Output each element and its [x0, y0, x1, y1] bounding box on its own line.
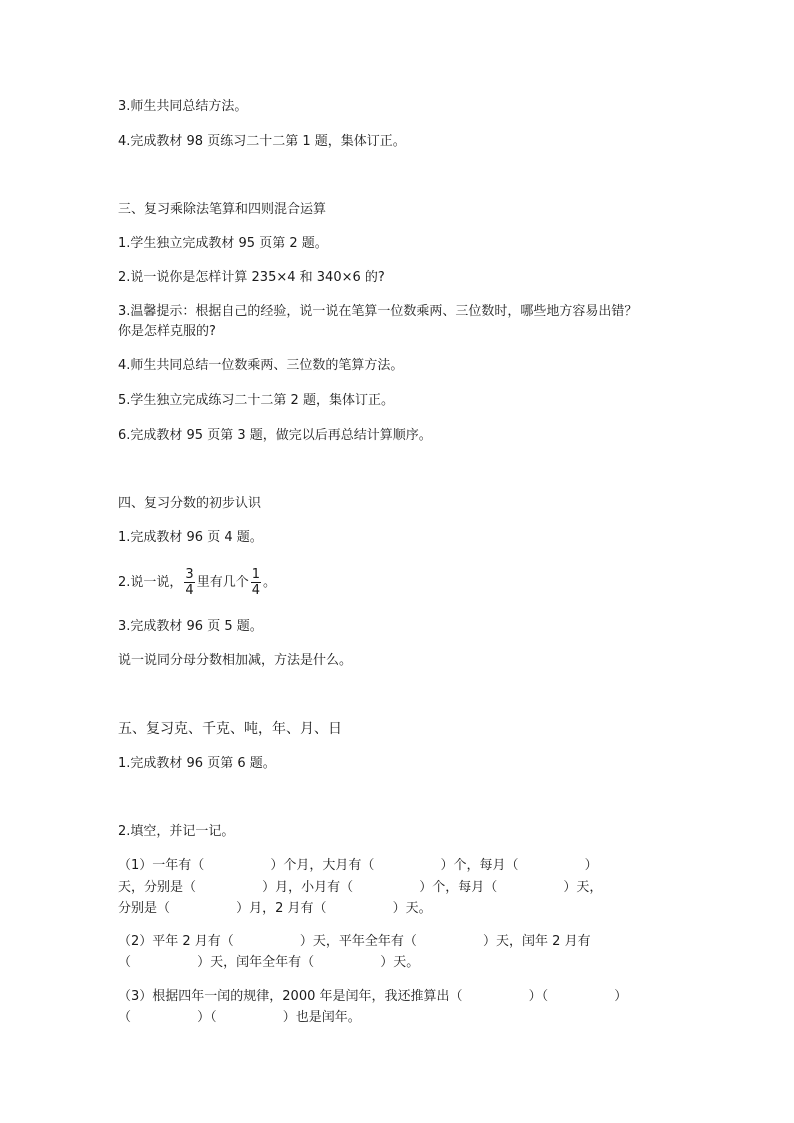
- s3-item-1: 1.学生独立完成教材 95 页第 2 题。: [118, 236, 328, 251]
- question-2-line-1: （2）平年 2 月有（ ）天，平年全年有（ ）天，闰年 2 月有: [118, 934, 591, 949]
- s3-item-5: 5.学生独立完成练习二十二第 2 题，集体订正。: [118, 393, 394, 408]
- s4-item-2-mid: 里有几个: [196, 575, 249, 590]
- question-3-line-2: （ ）（ ）也是闰年。: [118, 1010, 361, 1025]
- s5-item-2: 2.填空，并记一记。: [118, 824, 235, 839]
- section-5-heading: 五、复习克、千克、吨，年、月、日: [118, 721, 342, 737]
- section-3-heading: 三、复习乘除法笔算和四则混合运算: [118, 202, 327, 217]
- s5-item-1: 1.完成教材 96 页第 6 题。: [118, 756, 276, 771]
- s4-item-3: 3.完成教材 96 页 5 题。: [118, 619, 263, 634]
- fraction-2-denominator: 4: [251, 583, 260, 598]
- s4-item-1: 1.完成教材 96 页 4 题。: [118, 530, 263, 545]
- section-4-heading: 四、复习分数的初步认识: [118, 496, 262, 511]
- question-1-line-3: 分别是（ ）月，2 月有（ ）天。: [118, 901, 432, 916]
- question-1-line-1: （1）一年有（ ）个月，大月有（ ）个，每月（ ）: [118, 858, 598, 873]
- step-3-summary: 3.师生共同总结方法。: [118, 99, 248, 114]
- question-3-line-1: （3）根据四年一闰的规律，2000 年是闰年，我还推算出（ ）（ ）: [118, 989, 628, 1004]
- fraction-one-quarter: [251, 567, 261, 598]
- fraction-1-denominator: 4: [185, 583, 194, 598]
- s3-item-3-line-2: 你是怎样克服的?: [118, 324, 216, 339]
- step-4-exercise: 4.完成教材 98 页练习二十二第 1 题，集体订正。: [118, 134, 406, 149]
- s4-item-2-suffix: 。: [262, 575, 276, 590]
- s3-item-4: 4.师生共同总结一位数乘两、三位数的笔算方法。: [118, 358, 404, 373]
- question-2-line-2: （ ）天，闰年全年有（ ）天。: [118, 955, 420, 970]
- s3-item-2: 2.说一说你是怎样计算 235×4 和 340×6 的?: [118, 270, 385, 285]
- s4-item-2: [118, 566, 698, 600]
- s4-item-2-prefix: 2.说一说，: [118, 575, 183, 590]
- s3-item-3-line-1: 3.温馨提示：根据自己的经验，说一说在笔算一位数乘两、三位数时，哪些地方容易出错？: [118, 304, 638, 319]
- s3-item-6: 6.完成教材 95 页第 3 题，做完以后再总结计算顺序。: [118, 428, 432, 443]
- fraction-three-quarters: [184, 567, 194, 598]
- fraction-1-numerator: 3: [185, 567, 194, 582]
- fraction-2-numerator: 1: [251, 567, 260, 582]
- s4-item-3-note: 说一说同分母分数相加减，方法是什么。: [118, 653, 353, 668]
- question-1-line-2: 天，分别是（ ）月，小月有（ ）个，每月（ ）天，: [118, 880, 603, 895]
